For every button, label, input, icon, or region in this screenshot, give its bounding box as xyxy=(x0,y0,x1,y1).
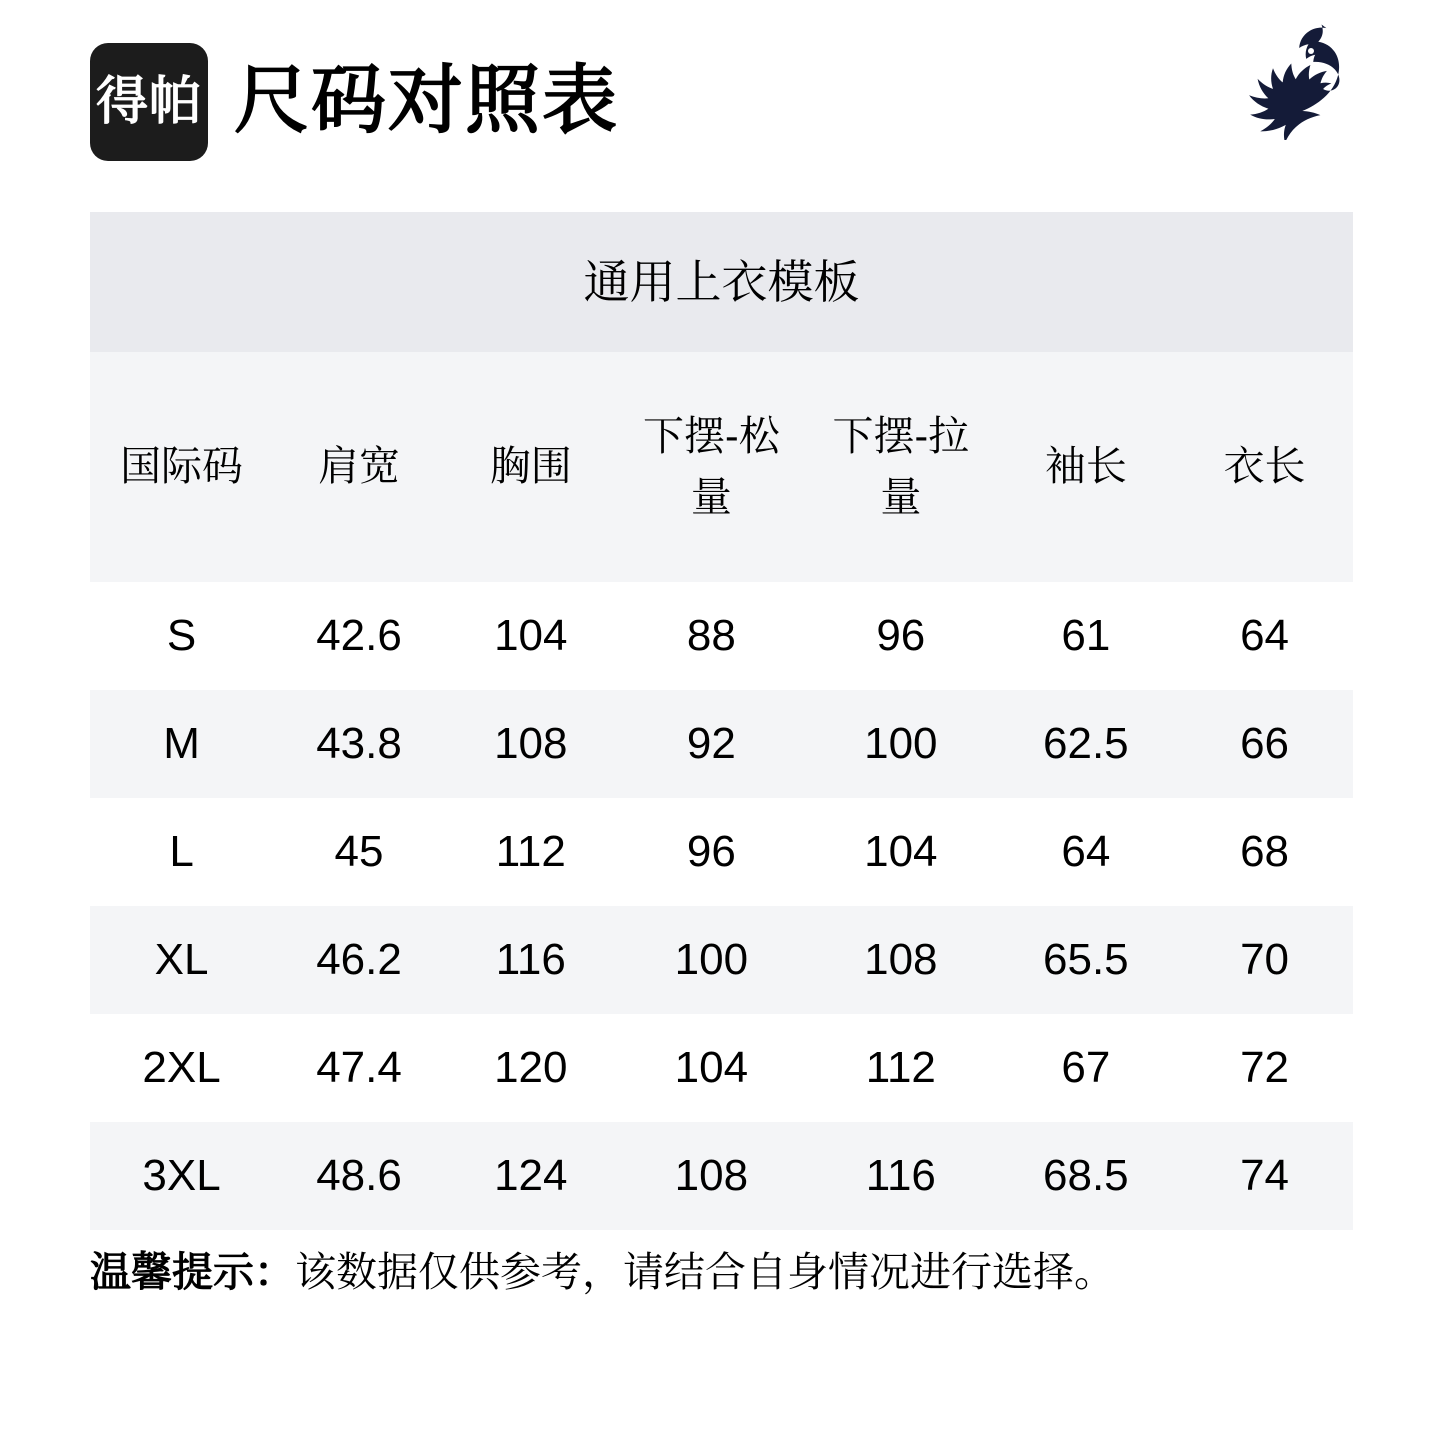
cell-length: 64 xyxy=(1176,582,1353,690)
cell-bust: 116 xyxy=(445,906,617,1014)
cell-hem-relaxed: 92 xyxy=(617,690,806,798)
cell-hem-stretched: 100 xyxy=(806,690,995,798)
cell-sleeve: 68.5 xyxy=(996,1122,1177,1230)
cell-sleeve: 67 xyxy=(996,1014,1177,1122)
table-body xyxy=(90,582,1353,1230)
column-header-length-line1: 衣长 xyxy=(1223,443,1306,490)
cell-length: 74 xyxy=(1176,1122,1353,1230)
cell-sleeve: 65.5 xyxy=(996,906,1177,1014)
column-header-bust xyxy=(445,352,617,582)
cell-length: 66 xyxy=(1176,690,1353,798)
table-caption-band xyxy=(90,212,1353,352)
cell-length: 68 xyxy=(1176,798,1353,906)
column-header-size xyxy=(90,352,273,582)
cell-hem-stretched: 116 xyxy=(806,1122,995,1230)
disclaimer-text: 该数据仅供参考，请结合自身情况进行选择。 xyxy=(295,1249,1115,1295)
page-title: 尺码对照表 xyxy=(234,57,620,142)
cell-hem-stretched: 104 xyxy=(806,798,995,906)
cell-bust: 120 xyxy=(445,1014,617,1122)
cell-shoulder: 42.6 xyxy=(273,582,445,690)
column-header-shoulder-line1: 肩宽 xyxy=(318,443,400,490)
cell-bust: 124 xyxy=(445,1122,617,1230)
cell-hem-relaxed: 108 xyxy=(617,1122,806,1230)
cell-shoulder: 45 xyxy=(273,798,445,906)
cell-length: 70 xyxy=(1176,906,1353,1014)
cell-length: 72 xyxy=(1176,1014,1353,1122)
table-row xyxy=(90,1122,1353,1230)
cell-bust: 108 xyxy=(445,690,617,798)
disclaimer-label: 温馨提示： xyxy=(90,1249,295,1295)
column-header-size-line1: 国际码 xyxy=(120,443,244,490)
cell-hem-relaxed: 88 xyxy=(617,582,806,690)
column-header-hem-stretched-line1: 下摆-拉 xyxy=(832,412,970,459)
column-header-hem-stretched-line2: 量 xyxy=(880,474,922,520)
cell-hem-relaxed: 96 xyxy=(617,798,806,906)
cell-hem-stretched: 112 xyxy=(806,1014,995,1122)
cell-sleeve: 64 xyxy=(996,798,1177,906)
cell-size: 3XL xyxy=(90,1122,273,1230)
brand-badge-label: 得帕 xyxy=(95,73,202,131)
column-header-length xyxy=(1176,352,1353,582)
cell-shoulder: 43.8 xyxy=(273,690,445,798)
column-header-hem-relaxed-line2: 量 xyxy=(690,474,732,520)
size-table-container xyxy=(90,212,1353,1230)
column-header-hem-relaxed-line1: 下摆-松 xyxy=(643,412,780,459)
table-row xyxy=(90,690,1353,798)
cell-shoulder: 48.6 xyxy=(273,1122,445,1230)
column-header-bust-line1: 胸围 xyxy=(489,443,572,490)
column-header-hem-stretched xyxy=(806,352,995,582)
cell-sleeve: 61 xyxy=(996,582,1177,690)
cell-hem-relaxed: 100 xyxy=(617,906,806,1014)
cell-size: 2XL xyxy=(90,1014,273,1122)
cell-hem-stretched: 108 xyxy=(806,906,995,1014)
cell-bust: 104 xyxy=(445,582,617,690)
page-header xyxy=(0,0,1443,200)
cell-size: S xyxy=(90,582,273,690)
rooster-logo xyxy=(1225,20,1355,140)
cell-hem-relaxed: 104 xyxy=(617,1014,806,1122)
cell-size: L xyxy=(90,798,273,906)
cell-bust: 112 xyxy=(445,798,617,906)
cell-sleeve: 62.5 xyxy=(996,690,1177,798)
disclaimer-note xyxy=(90,1246,1353,1299)
column-header-hem-relaxed xyxy=(617,352,806,582)
brand-badge xyxy=(90,43,208,161)
table-head xyxy=(90,352,1353,582)
size-table xyxy=(90,352,1353,1230)
table-caption: 通用上衣模板 xyxy=(583,256,860,308)
cell-size: XL xyxy=(90,906,273,1014)
column-header-sleeve xyxy=(996,352,1177,582)
table-row xyxy=(90,582,1353,690)
table-row xyxy=(90,798,1353,906)
table-header-row xyxy=(90,352,1353,582)
cell-shoulder: 46.2 xyxy=(273,906,445,1014)
table-row xyxy=(90,906,1353,1014)
cell-shoulder: 47.4 xyxy=(273,1014,445,1122)
column-header-sleeve-line1: 袖长 xyxy=(1044,443,1127,490)
cell-size: M xyxy=(90,690,273,798)
table-row xyxy=(90,1014,1353,1122)
column-header-shoulder xyxy=(273,352,445,582)
cell-hem-stretched: 96 xyxy=(806,582,995,690)
